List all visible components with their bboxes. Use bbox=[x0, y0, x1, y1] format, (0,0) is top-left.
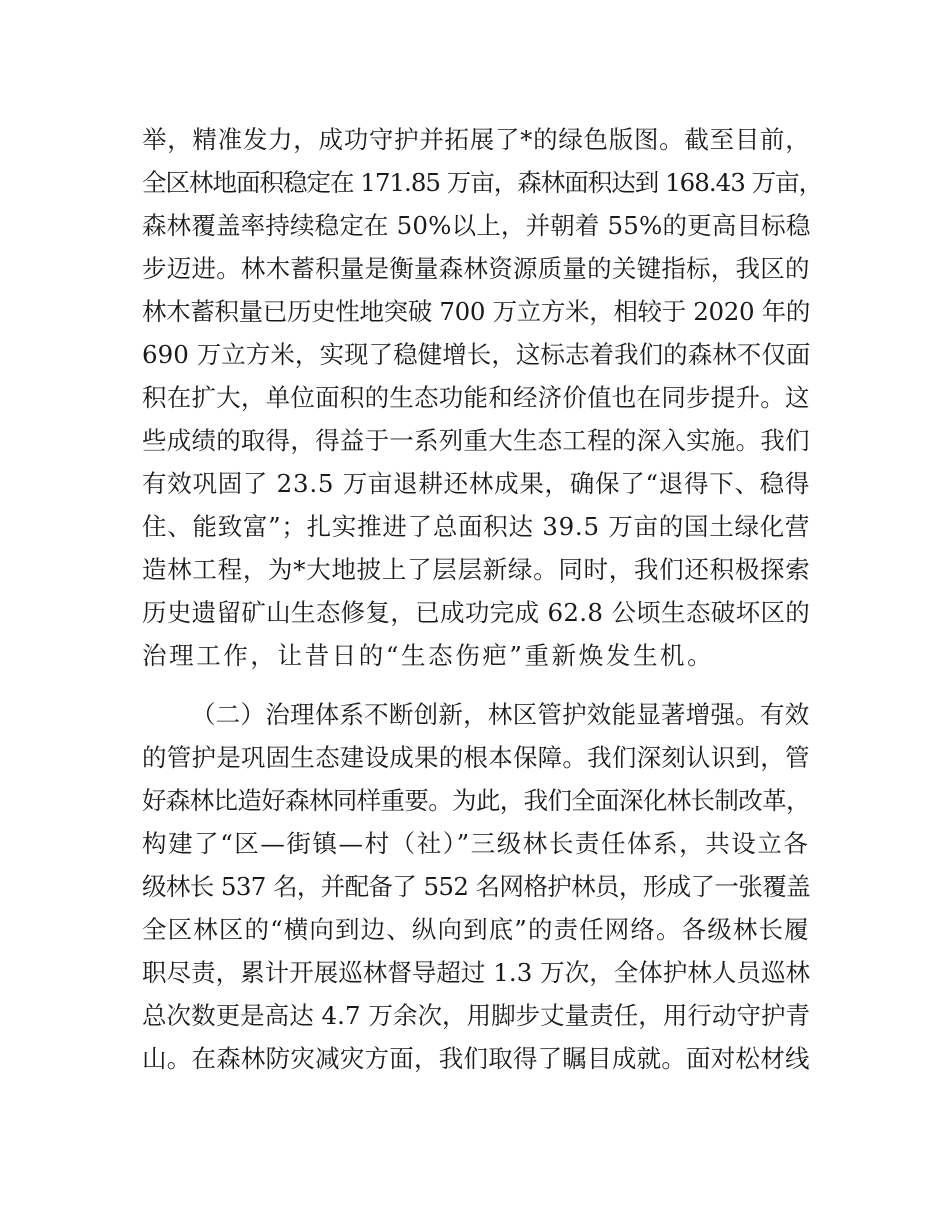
paragraph-line: 造林工程，为*大地披上了层层新绿。同时，我们还积极探索 bbox=[142, 555, 811, 584]
paragraph-heading-line: （二）治理体系不断创新，林区管护效能显著增强。有效 bbox=[191, 700, 810, 729]
paragraph-line: 全区林地面积稳定在 171.85 万亩，森林面积达到 168.43 万亩， bbox=[142, 168, 823, 197]
paragraph-line: 有效巩固了 23.5 万亩退耕还林成果，确保了“退得下、稳得 bbox=[142, 469, 811, 498]
paragraph-line: 林木蓄积量已历史性地突破 700 万立方米，相较于 2020 年的 bbox=[142, 297, 811, 326]
paragraph-line: 总次数更是高达 4.7 万余次，用脚步丈量责任，用行动守护青 bbox=[142, 1001, 811, 1030]
paragraph-line: 森林覆盖率持续稳定在 50%以上，并朝着 55%的更高目标稳 bbox=[142, 211, 811, 240]
paragraph-line: 好森林比造好森林同样重要。为此，我们全面深化林长制改革， bbox=[142, 786, 810, 815]
paragraph-line: 些成绩的取得，得益于一系列重大生态工程的深入实施。我们 bbox=[142, 426, 810, 455]
paragraph-line: 举，精准发力，成功守护并拓展了*的绿色版图。截至目前， bbox=[142, 125, 811, 154]
paragraph-line: 步迈进。林木蓄积量是衡量森林资源质量的关键指标，我区的 bbox=[142, 254, 810, 283]
paragraph-line: 积在扩大，单位面积的生态功能和经济价值也在同步提升。这 bbox=[142, 383, 810, 412]
paragraph-line: 全区林区的“横向到边、纵向到底”的责任网络。各级林长履 bbox=[142, 915, 810, 944]
paragraph-line: 的管护是巩固生态建设成果的根本保障。我们深刻认识到，管 bbox=[142, 743, 810, 772]
paragraph-line: 职尽责，累计开展巡林督导超过 1.3 万次，全体护林人员巡林 bbox=[142, 958, 811, 987]
paragraph-line: 治理工作，让昔日的“生态伤疤”重新焕发生机。 bbox=[142, 641, 715, 670]
paragraph-line: 级林长 537 名，并配备了 552 名网格护林员，形成了一张覆盖 bbox=[142, 872, 810, 901]
paragraph-line: 住、能致富”；扎实推进了总面积达 39.5 万亩的国土绿化营 bbox=[142, 512, 811, 541]
paragraph-line: 山。在森林防灾减灾方面，我们取得了瞩目成就。面对松材线 bbox=[142, 1044, 810, 1073]
paragraph-line: 构建了“区—街镇—村（社）”三级林长责任体系，共设立各 bbox=[142, 829, 810, 858]
paragraph-line: 历史遗留矿山生态修复，已成功完成 62.8 公顷生态破坏区的 bbox=[142, 598, 811, 627]
paragraph-line: 690 万立方米，实现了稳健增长，这标志着我们的森林不仅面 bbox=[142, 340, 811, 369]
